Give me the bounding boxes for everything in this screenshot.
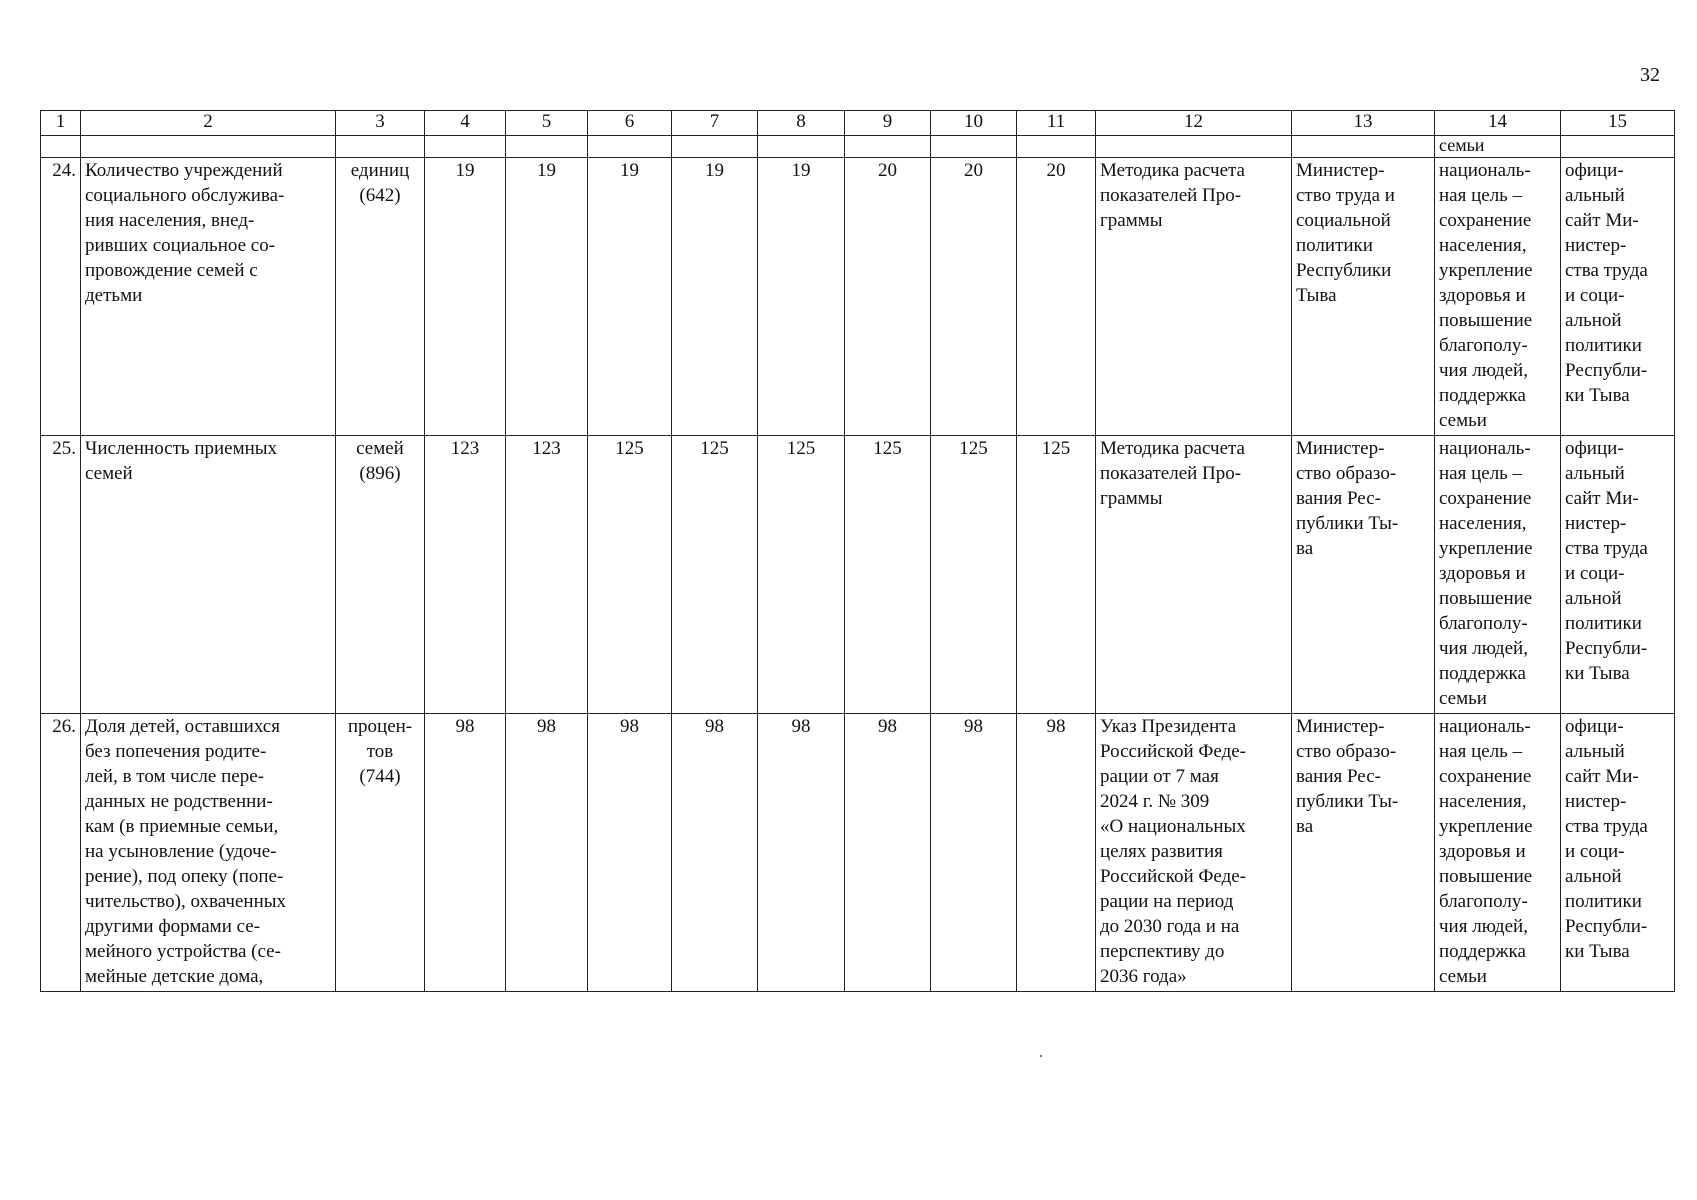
indicator-name: Доля детей, оставшихся без попечения родите- лей, в том числе пере- данных не родственни- кам (в приемные семьи, на усыновление (удоче- рение), под опеку (попе- чительство), охваченных другими формами се- мейного устройства (се- мейные детские дома, xyxy=(81,714,336,992)
column-number-row xyxy=(41,111,1675,136)
column-number: 10 xyxy=(931,111,1017,136)
value-cell: 19 xyxy=(425,158,506,436)
column-number: 11 xyxy=(1017,111,1096,136)
row-number: 24. xyxy=(41,158,81,436)
national-goal: националь- ная цель – сохранение населения, укрепление здоровья и повышение благополу- чия людей, поддержка семьи xyxy=(1435,158,1561,436)
value-cell: 19 xyxy=(672,158,758,436)
scan-speck xyxy=(1040,1055,1042,1057)
column-number: 1 xyxy=(41,111,81,136)
page-number: 32 xyxy=(1640,64,1660,86)
value-cell: 19 xyxy=(588,158,672,436)
value-cell: 19 xyxy=(506,158,588,436)
column-number: 14 xyxy=(1435,111,1561,136)
row-number: 25. xyxy=(41,436,81,714)
value-cell: 125 xyxy=(931,436,1017,714)
value-cell: 20 xyxy=(845,158,931,436)
value-cell: 125 xyxy=(845,436,931,714)
column-number: 12 xyxy=(1096,111,1292,136)
value-cell: 125 xyxy=(758,436,845,714)
value-cell: 98 xyxy=(588,714,672,992)
column-number: 3 xyxy=(336,111,425,136)
value-cell: 98 xyxy=(845,714,931,992)
column-number: 5 xyxy=(506,111,588,136)
national-goal: националь- ная цель – сохранение населения, укрепление здоровья и повышение благополу- чия людей, поддержка семьи xyxy=(1435,436,1561,714)
value-cell: 98 xyxy=(758,714,845,992)
method: Указ Президента Российской Феде- рации от 7 мая 2024 г. № 309 «О национальных целях развития Российской Феде- рации на период до 2030 года и на перспективу до 2036 года» xyxy=(1096,714,1292,992)
column-number: 7 xyxy=(672,111,758,136)
column-number: 2 xyxy=(81,111,336,136)
column-number: 8 xyxy=(758,111,845,136)
table-row xyxy=(41,436,1675,714)
value-cell: 98 xyxy=(506,714,588,992)
table-row xyxy=(41,714,1675,992)
value-cell: 125 xyxy=(588,436,672,714)
unit: процен- тов (744) xyxy=(336,714,425,992)
continuation-text: семьи xyxy=(1435,136,1561,158)
value-cell: 20 xyxy=(1017,158,1096,436)
responsible: Министер- ство образо- вания Рес- публики Ты- ва xyxy=(1292,714,1435,992)
indicators-table xyxy=(40,110,1675,992)
value-cell: 123 xyxy=(425,436,506,714)
column-number: 6 xyxy=(588,111,672,136)
info-source: офици- альный сайт Ми- нистер- ства труда и соци- альной политики Республи- ки Тыва xyxy=(1561,714,1675,992)
value-cell: 125 xyxy=(1017,436,1096,714)
value-cell: 19 xyxy=(758,158,845,436)
table-row xyxy=(41,158,1675,436)
info-source: офици- альный сайт Ми- нистер- ства труда и соци- альной политики Республи- ки Тыва xyxy=(1561,158,1675,436)
row-number: 26. xyxy=(41,714,81,992)
column-number: 9 xyxy=(845,111,931,136)
column-number: 15 xyxy=(1561,111,1675,136)
value-cell: 98 xyxy=(425,714,506,992)
responsible: Министер- ство образо- вания Рес- публики Ты- ва xyxy=(1292,436,1435,714)
indicator-name: Количество учреждений социального обслужива- ния населения, внед- ривших социальное со- провождение семей с детьми xyxy=(81,158,336,436)
responsible: Министер- ство труда и социальной политики Республики Тыва xyxy=(1292,158,1435,436)
indicator-name: Численность приемных семей xyxy=(81,436,336,714)
value-cell: 98 xyxy=(931,714,1017,992)
column-number: 4 xyxy=(425,111,506,136)
info-source: офици- альный сайт Ми- нистер- ства труда и соци- альной политики Республи- ки Тыва xyxy=(1561,436,1675,714)
value-cell: 125 xyxy=(672,436,758,714)
unit: единиц (642) xyxy=(336,158,425,436)
value-cell: 98 xyxy=(1017,714,1096,992)
column-number: 13 xyxy=(1292,111,1435,136)
method: Методика расчета показателей Про- граммы xyxy=(1096,158,1292,436)
value-cell: 98 xyxy=(672,714,758,992)
value-cell: 123 xyxy=(506,436,588,714)
continuation-row xyxy=(41,136,1675,158)
method: Методика расчета показателей Про- граммы xyxy=(1096,436,1292,714)
national-goal: националь- ная цель – сохранение населения, укрепление здоровья и повышение благополу- чия людей, поддержка семьи xyxy=(1435,714,1561,992)
value-cell: 20 xyxy=(931,158,1017,436)
unit: семей (896) xyxy=(336,436,425,714)
